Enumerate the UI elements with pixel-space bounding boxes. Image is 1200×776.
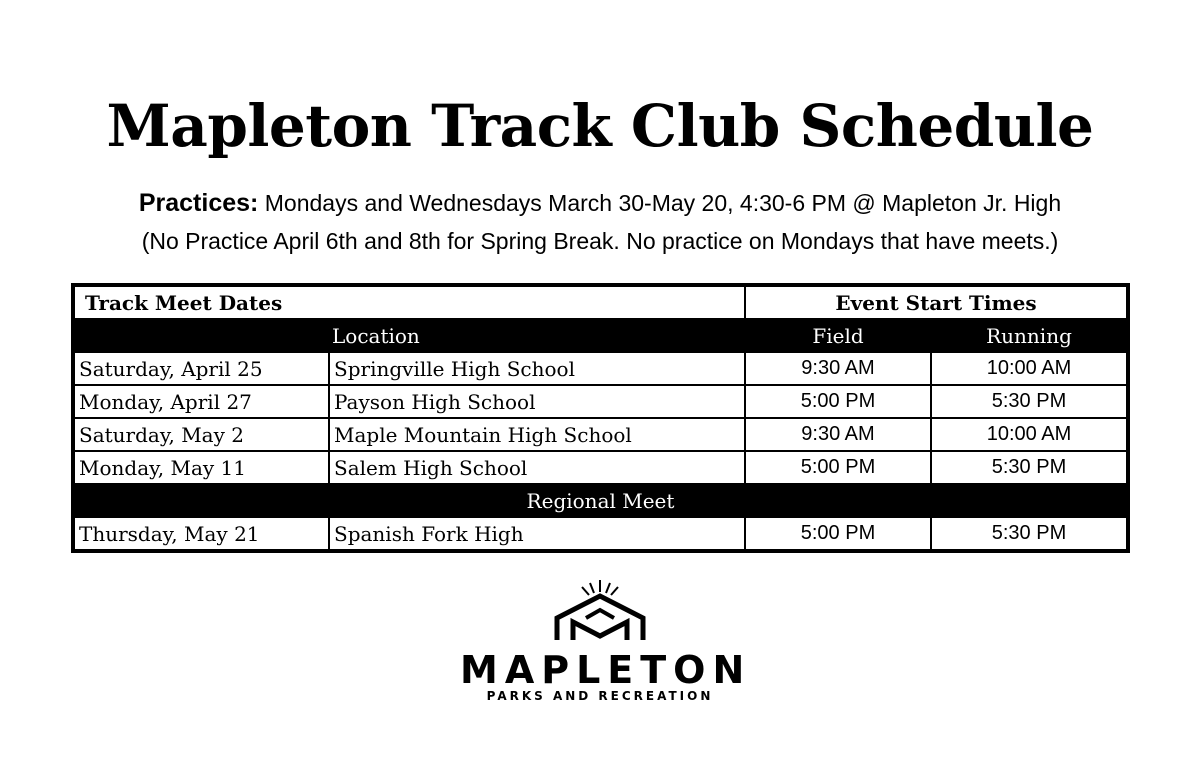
meet-location: Payson High School	[329, 385, 745, 418]
meet-location: Maple Mountain High School	[329, 418, 745, 451]
logo-subtitle: PARKS AND RECREATION	[486, 689, 714, 703]
header-event-start-times: Event Start Times	[745, 285, 1128, 319]
running-time: 5:30 PM	[931, 517, 1128, 551]
header-track-meet-dates: Track Meet Dates	[73, 285, 745, 319]
practices-line	[0, 188, 1200, 218]
table-row	[73, 418, 1128, 451]
subheader-location-label: Location	[332, 323, 420, 348]
running-time: 10:00 AM	[931, 418, 1128, 451]
field-time: 5:00 PM	[745, 517, 931, 551]
meet-location: Salem High School	[329, 451, 745, 484]
regional-meet-row	[73, 484, 1128, 517]
meet-location: Spanish Fork High	[329, 517, 745, 551]
meet-date: Saturday, May 2	[73, 418, 329, 451]
table-row	[73, 451, 1128, 484]
regional-meet-label: Regional Meet	[73, 484, 1128, 517]
meet-date: Thursday, May 21	[73, 517, 329, 551]
practices-note: (No Practice April 6th and 8th for Spring Break. No practice on Mondays that have meets.)	[141, 228, 1059, 254]
running-time: 5:30 PM	[931, 385, 1128, 418]
meet-date: Monday, April 27	[73, 385, 329, 418]
mountain-house-icon	[460, 578, 740, 648]
meet-location: Springville High School	[329, 352, 745, 385]
field-time: 5:00 PM	[745, 451, 931, 484]
subheader-field: Field	[745, 319, 931, 352]
logo-wordmark: MAPLETON	[460, 648, 752, 692]
practices-label: Practices:	[138, 189, 259, 217]
meet-date: Monday, May 11	[73, 451, 329, 484]
subheader-blank	[73, 319, 329, 352]
page-title: Mapleton Track Club Schedule	[106, 92, 1094, 160]
running-time: 5:30 PM	[931, 451, 1128, 484]
running-time: 10:00 AM	[931, 352, 1128, 385]
practices-details: Mondays and Wednesdays March 30-May 20, 4:30-6 PM @ Mapleton Jr. High	[264, 190, 1062, 216]
subheader-running: Running	[931, 319, 1128, 352]
field-time: 9:30 AM	[745, 418, 931, 451]
subheader-location	[329, 319, 745, 352]
mapleton-logo	[460, 578, 752, 708]
meet-date: Saturday, April 25	[73, 352, 329, 385]
table-row	[73, 517, 1128, 551]
meet-schedule-table	[71, 283, 1130, 553]
table-row	[73, 385, 1128, 418]
field-time: 9:30 AM	[745, 352, 931, 385]
table-row	[73, 352, 1128, 385]
table-header-row	[73, 285, 1128, 319]
field-time: 5:00 PM	[745, 385, 931, 418]
table-subheader-row	[73, 319, 1128, 352]
